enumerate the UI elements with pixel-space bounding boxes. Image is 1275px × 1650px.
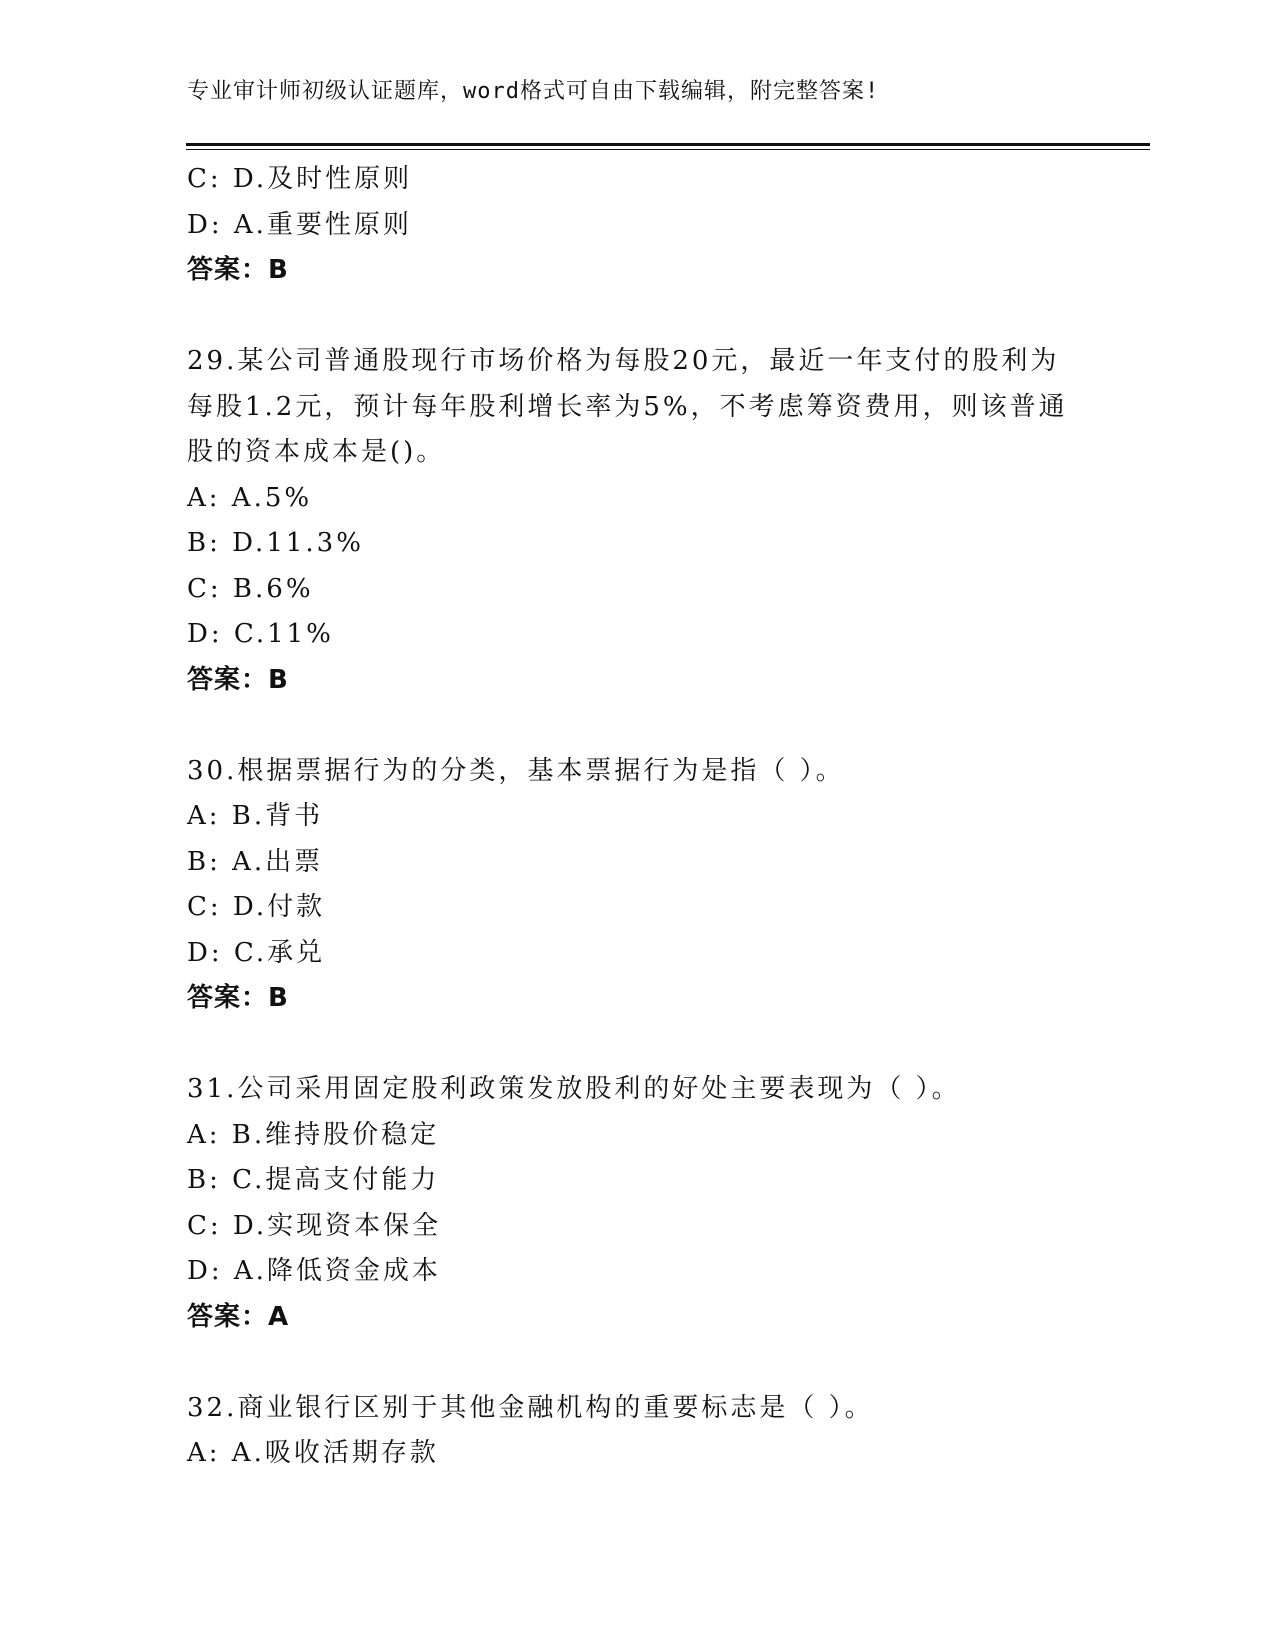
option-a: A: A.吸收活期存款 [187, 1438, 439, 1468]
option-d: D: C.11% [187, 619, 334, 649]
answer-label: 答案：B [187, 664, 289, 695]
option-a: A: A.5% [187, 482, 313, 513]
option-a: A: B.背书 [187, 801, 324, 831]
page-header: 专业审计师初级认证题库，word格式可自由下载编辑，附完整答案! [187, 79, 880, 104]
question-29 [187, 339, 1087, 703]
option-b: B: A.出票 [187, 846, 324, 877]
option-b: B: D.11.3% [187, 528, 364, 558]
question-28-tail [187, 157, 1087, 294]
question-32 [187, 1386, 1087, 1477]
option-d: D: A.降低资金成本 [187, 1256, 441, 1286]
header-rule-thick [186, 143, 1150, 146]
spacer [187, 1022, 1087, 1068]
answer-label: 答案：A [187, 1301, 290, 1332]
option-c: C: D.实现资本保全 [187, 1210, 442, 1241]
question-stem: 30.根据票据行为的分类，基本票据行为是指（ ）。 [187, 755, 845, 786]
question-stem: 32.商业银行区别于其他金融机构的重要标志是（ ）。 [187, 1392, 874, 1423]
spacer [187, 1340, 1087, 1386]
option-d: D: C.承兑 [187, 937, 326, 968]
option-c: C: D.付款 [187, 892, 326, 922]
question-list [187, 157, 1087, 1477]
question-stem-line-1: 29.某公司普通股现行市场价格为每股20元，最近一年支付的股利为 [187, 346, 1060, 376]
spacer [187, 703, 1087, 749]
question-stem: 31.公司采用固定股利政策发放股利的好处主要表现为（ ）。 [187, 1074, 961, 1104]
option-c: C: B.6% [187, 573, 314, 604]
answer-label: 答案：B [187, 255, 289, 285]
option-a: A: B.维持股价稳定 [187, 1119, 440, 1150]
question-30 [187, 749, 1087, 1022]
question-stem-line-2: 每股1.2元，预计每年股利增长率为5%，不考虑筹资费用，则该普通 [187, 391, 1068, 422]
option-d: D: A.重要性原则 [187, 209, 412, 240]
option-b: B: C.提高支付能力 [187, 1165, 440, 1195]
option-c: C: D.及时性原则 [187, 164, 413, 194]
answer-label: 答案：B [187, 983, 289, 1013]
question-stem-line-3: 股的资本成本是()。 [187, 437, 446, 467]
header-rule-thin [186, 149, 1150, 150]
spacer [187, 294, 1087, 340]
question-31 [187, 1067, 1087, 1340]
